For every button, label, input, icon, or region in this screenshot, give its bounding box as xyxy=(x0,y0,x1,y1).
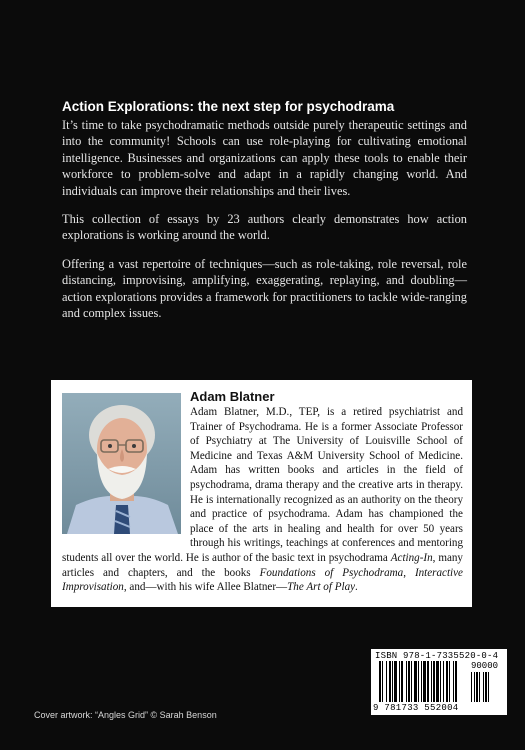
barcode-bar xyxy=(431,661,432,702)
blurb-paragraph: It’s time to take psychodramatic methods outside purely therapeutic settings and into the community! Schools can use role-playing for cultivating emotional intelligence. Businesses and organizations can apply these tools to enable their workforce to problem-solve and adapt in a rapidly changing world. And individuals can improve their relationships and their lives. xyxy=(62,118,467,198)
barcode-bar xyxy=(421,661,422,702)
barcode-bar xyxy=(471,672,472,702)
blurb-paragraph: Offering a vast repertoire of techniques—such as role-taking, role reversal, role distancing, improvising, amplifying, exaggerating, replaying, and doubling—action explorations provides a framework for practitioners to tackle wide-ranging and complex issues. xyxy=(62,256,467,321)
barcode-bar xyxy=(443,661,444,702)
barcode-bar xyxy=(485,672,487,702)
author-photo xyxy=(62,393,181,534)
barcode-bar xyxy=(392,661,393,702)
barcode-bar xyxy=(386,661,387,702)
price-code: 90000 xyxy=(471,661,499,671)
barcode-bar xyxy=(453,661,454,702)
barcode-bar xyxy=(411,661,412,702)
author-name: Adam Blatner xyxy=(190,389,275,404)
blurb-paragraph: This collection of essays by 23 authors clearly demonstrates how action explorations is working around the world. xyxy=(62,212,467,243)
barcode-bar xyxy=(423,661,426,702)
barcode-bar xyxy=(389,661,391,702)
blurb-heading: Action Explorations: the next step for psychodrama xyxy=(62,99,395,114)
barcode-bar xyxy=(488,672,489,702)
back-cover-blurb xyxy=(62,98,467,333)
barcode-bar xyxy=(382,661,383,702)
barcode-bar xyxy=(379,661,381,702)
author-bio-box xyxy=(51,380,472,607)
barcode-bar xyxy=(418,661,419,702)
barcode-bar xyxy=(483,672,484,702)
barcode-bar xyxy=(446,661,448,702)
barcode-bar xyxy=(414,661,417,702)
barcode-bar xyxy=(394,661,397,702)
barcode-digits: 9 781733 552004 xyxy=(373,703,459,713)
barcode-bar xyxy=(436,661,439,702)
barcode-bar xyxy=(449,661,450,702)
barcode-bar xyxy=(399,661,400,702)
barcode-bar xyxy=(440,661,441,702)
barcode-bar xyxy=(474,672,475,702)
barcode-bar xyxy=(479,672,480,702)
isbn-barcode xyxy=(371,649,507,715)
barcode-bar xyxy=(427,661,429,702)
barcode-bar xyxy=(476,672,478,702)
barcode-bar xyxy=(408,661,410,702)
barcode-bar xyxy=(433,661,435,702)
barcode-bar xyxy=(401,661,403,702)
isbn-label: ISBN 978-1-7335520-0-4 xyxy=(375,651,499,661)
barcode-bar xyxy=(406,661,407,702)
author-bio-text: Adam Blatner, M.D., TEP, is a retired psychiatrist and Trainer of Psychodrama. He is a former Associate Professor of Psychiatry at The University of Louisville School of Medicine and Texas A&M University School of Medicine. Adam has written books and articles in the field of psychodrama, drama therapy and the creative arts in therapy. He is internationally recognized as an authority on the theory and practice of psychodrama. Adam has championed the place of the arts in healing and health for over 50 years through his writings, teachings at conferences and mentoring students all over the world. He is author of the basic text in psychodrama Acting-In, many articles and chapters, and the books Foundations of Psychodrama, Interactive Improvisation, and—with his wife Allee Blatner—The Art of Play. xyxy=(62,406,463,594)
barcode-bar xyxy=(455,661,457,702)
cover-artwork-credit: Cover artwork: “Angles Grid” © Sarah Benson xyxy=(34,710,217,720)
